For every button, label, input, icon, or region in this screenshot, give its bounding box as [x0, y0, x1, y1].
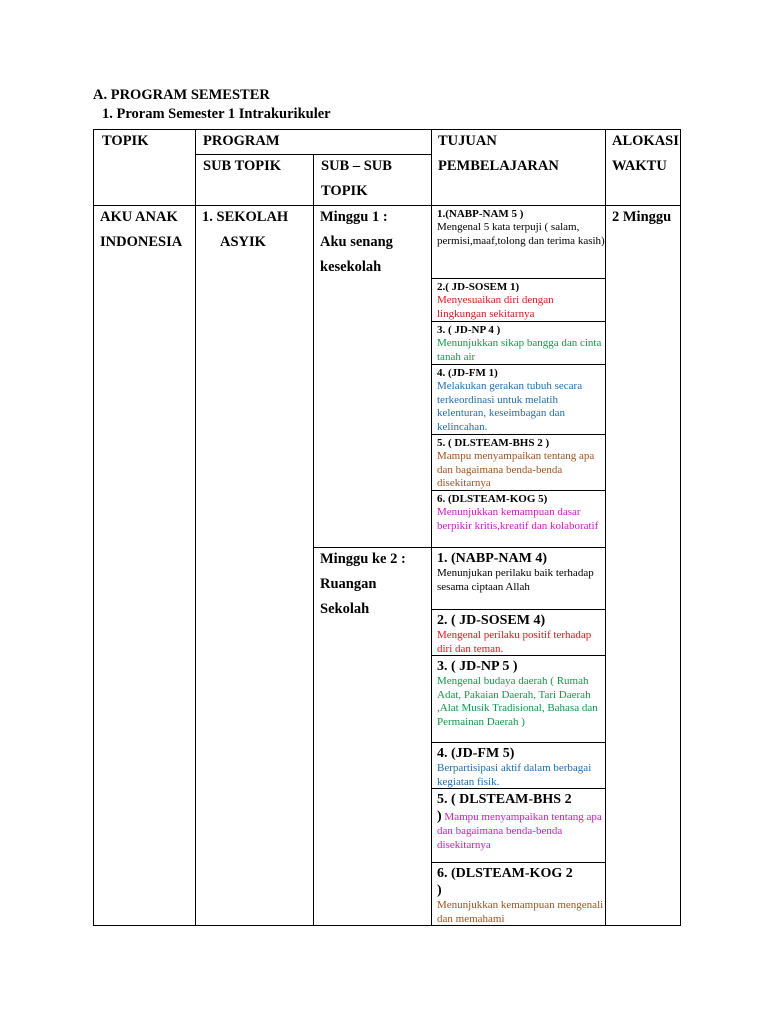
objective-code: 6. (DLSTEAM-KOG 5) [437, 493, 548, 505]
header-topik: TOPIK [102, 133, 149, 149]
header-tujuan-line1: TUJUAN [438, 133, 497, 149]
header-sub-topik-cell [195, 154, 313, 205]
objective-code: 2.( JD-SOSEM 1) [437, 281, 520, 293]
objective-w2-5 [431, 788, 606, 862]
header-program: PROGRAM [203, 133, 280, 149]
objective-desc: Menyesuaikan diri dengan lingkungan sekitarnya [437, 294, 554, 320]
header-tujuan-line2: PEMBELAJARAN [438, 158, 559, 174]
objective-code: 5. ( DLSTEAM-BHS 2 ) [437, 437, 550, 449]
objective-desc-text: Mampu menyampaikan tentang apa dan bagaimana benda-benda disekitarnya [437, 811, 602, 851]
objective-w1-5 [431, 434, 606, 490]
objective-code: 6. (DLSTEAM-KOG 2 [437, 866, 573, 881]
objective-w1-3 [431, 321, 606, 364]
week-1-title-line2: Aku senang [320, 234, 393, 250]
objective-code: 1.(NABP-NAM 5 ) [437, 208, 524, 220]
week-2-cell [313, 547, 431, 926]
week-1-title-line1: Minggu 1 : [320, 209, 388, 225]
header-sub-sub-topik-cell [313, 154, 431, 205]
header-tujuan-cell [431, 129, 605, 205]
subsection-heading: 1. Proram Semester 1 Intrakurikuler [102, 106, 331, 122]
sub-topik-line1: 1. SEKOLAH [202, 209, 289, 225]
week-2-title-line3: Sekolah [320, 601, 370, 617]
objective-desc [437, 808, 605, 852]
objective-code: 5. ( DLSTEAM-BHS 2 [437, 792, 572, 807]
objective-code: 3. ( JD-NP 5 ) [437, 659, 518, 674]
week-1-title-line3: kesekolah [320, 259, 382, 275]
objective-desc: Berpartisipasi aktif dalam berbagai kegiatan fisik. [437, 762, 592, 788]
header-sub-sub-topik-line1: SUB – SUB [321, 158, 392, 174]
objective-desc: Menunjukkan kemampuan dasar berpikir kritis,kreatif dan kolaboratif [437, 506, 599, 532]
objective-desc: Menunjukkan sikap bangga dan cinta tanah air [437, 337, 602, 363]
objective-code: 4. (JD-FM 5) [437, 746, 515, 761]
header-alokasi-line2: WAKTU [612, 158, 667, 174]
sub-topik-cell [195, 205, 313, 926]
objective-w1-6 [431, 490, 606, 547]
objective-w2-2 [431, 609, 606, 655]
objective-code: 1. (NABP-NAM 4) [437, 551, 548, 566]
objective-desc: Melakukan gerakan tubuh secara terkeordinasi untuk melatih kelenturan, keseimbagan dan kelincahan. [437, 380, 583, 433]
header-sub-topik: SUB TOPIK [203, 158, 282, 174]
objective-code: 3. ( JD-NP 4 ) [437, 324, 501, 336]
objective-desc: Mengenal 5 kata terpuji ( salam, permisi,maaf,tolong dan terima kasih) [437, 221, 605, 247]
header-program-cell [195, 129, 431, 154]
objective-w1-2 [431, 278, 606, 321]
objective-w1-4 [431, 364, 606, 434]
objective-desc: Mengenal budaya daerah ( Rumah Adat, Pakaian Daerah, Tari Daerah ,Alat Musik Tradisional, Bahasa dan Permainan Daerah ) [437, 675, 598, 728]
objective-code: 4. (JD-FM 1) [437, 367, 498, 379]
header-sub-sub-topik-line2: TOPIK [321, 183, 368, 199]
objective-w2-3 [431, 655, 606, 742]
alokasi-value: 2 Minggu [612, 209, 672, 225]
objective-w2-1 [431, 547, 606, 609]
topik-cell [93, 205, 195, 926]
objective-desc: Mampu menyampaikan tentang apa dan bagaimana benda-benda disekitarnya [437, 450, 595, 489]
objective-w2-6 [431, 862, 606, 926]
topik-line1: AKU ANAK [100, 209, 178, 225]
header-topik-cell [93, 129, 195, 205]
objective-desc: Mengenal perilaku positif terhadap diri dan teman. [437, 629, 592, 655]
objective-code-tail: ) [437, 883, 442, 898]
objective-w1-1 [431, 205, 606, 278]
topik-line2: INDONESIA [100, 234, 183, 250]
section-heading: A. PROGRAM SEMESTER [93, 87, 270, 103]
week-2-title-line2: Ruangan [320, 576, 377, 592]
objective-code-tail: ) [437, 809, 442, 824]
objective-desc: Menunjukan perilaku baik terhadap sesama ciptaan Allah [437, 567, 594, 593]
header-alokasi-cell [605, 129, 681, 205]
sub-topik-line2: ASYIK [220, 234, 266, 250]
objective-w2-4 [431, 742, 606, 788]
week-2-title-line1: Minggu ke 2 : [320, 551, 406, 567]
objective-code: 2. ( JD-SOSEM 4) [437, 613, 546, 628]
alokasi-cell [605, 205, 681, 926]
objective-desc: Menunjukkan kemampuan mengenali dan memahami [437, 899, 604, 925]
header-alokasi-line1: ALOKASI [612, 133, 679, 149]
week-1-cell [313, 205, 431, 547]
